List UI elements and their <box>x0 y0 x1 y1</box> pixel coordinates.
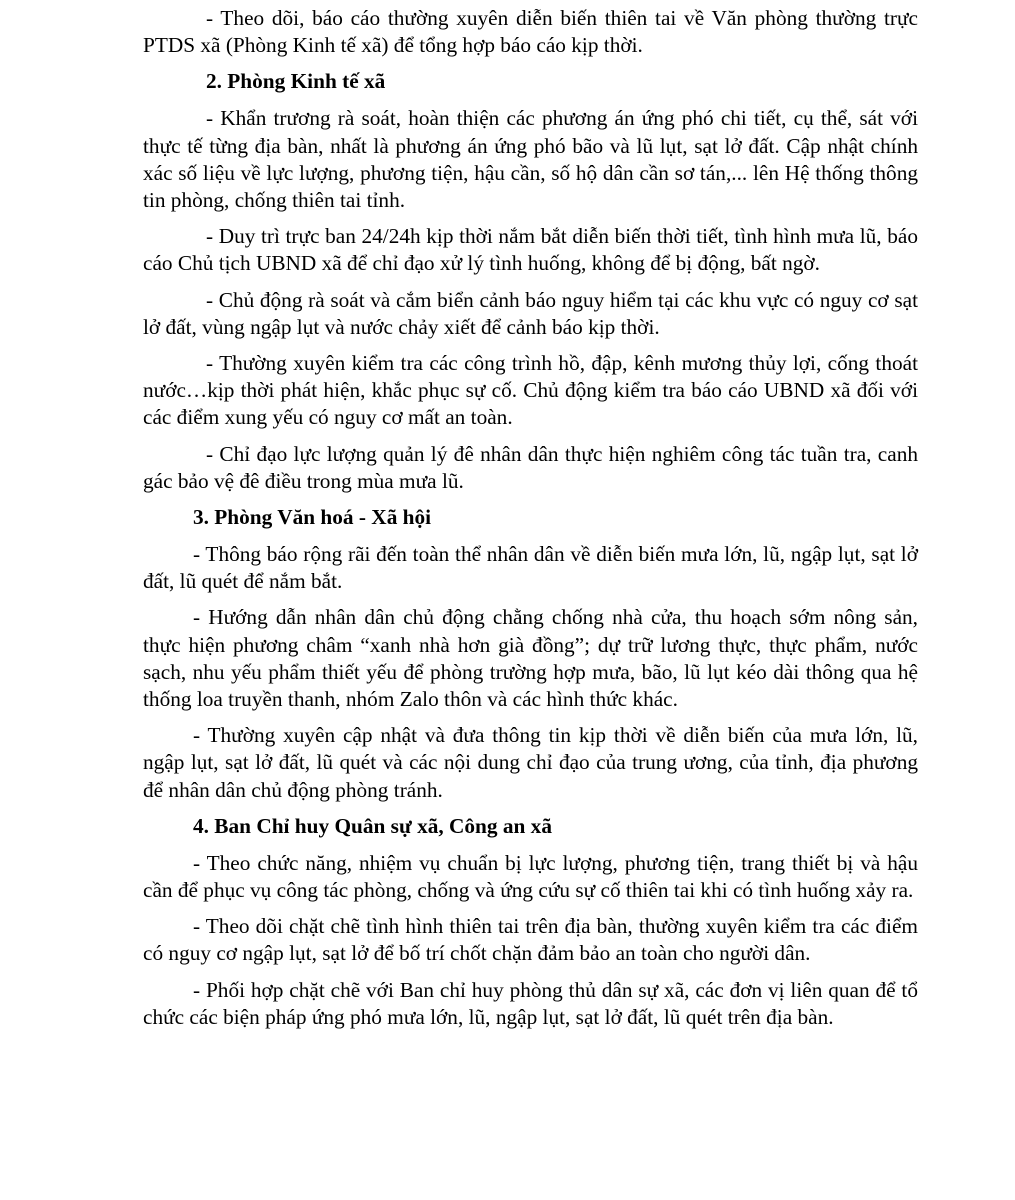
section-paragraph: - Duy trì trực ban 24/24h kịp thời nắm bắt diễn biến thời tiết, tình hình mưa lũ, báo cáo Chủ tịch UBND xã để chỉ đạo xử lý tình huống, không để bị động, bất ngờ. <box>143 224 918 276</box>
section-paragraph: - Thường xuyên cập nhật và đưa thông tin kịp thời về diễn biến của mưa lớn, lũ, ngập lụt, sạt lở đất, lũ quét và các nội dung chỉ đạo của trung ương, của tỉnh, địa phương để nhân dân chủ động phòng tránh. <box>143 723 918 802</box>
section-heading-phong-van-hoa: 3. Phòng Văn hoá - Xã hội <box>193 505 432 530</box>
section-heading-phong-kinh-te: 2. Phòng Kinh tế xã <box>206 69 386 94</box>
section-paragraph: - Hướng dẫn nhân dân chủ động chằng chống nhà cửa, thu hoạch sớm nông sản, thực hiện phương châm “xanh nhà hơn già đồng”; dự trữ lương thực, thực phẩm, nước sạch, nhu yếu phẩm thiết yếu để phòng trường hợp mưa, bão, lũ lụt kéo dài thông qua hệ thống loa truyền thanh, nhóm Zalo thôn và các hình thức khác. <box>143 605 918 712</box>
section-paragraph: - Theo dõi chặt chẽ tình hình thiên tai trên địa bàn, thường xuyên kiểm tra các điểm có nguy cơ ngập lụt, sạt lở để bố trí chốt chặn đảm bảo an toàn cho người dân. <box>143 914 918 966</box>
intro-paragraph: - Theo dõi, báo cáo thường xuyên diễn biến thiên tai về Văn phòng thường trực PTDS xã (Phòng Kinh tế xã) để tổng hợp báo cáo kịp thời. <box>143 6 918 58</box>
document-body <box>143 5 918 1040</box>
section-paragraph: - Thường xuyên kiểm tra các công trình hồ, đập, kênh mương thủy lợi, cống thoát nước…kịp thời phát hiện, khắc phục sự cố. Chủ động kiểm tra báo cáo UBND xã đối với các điểm xung yếu có nguy cơ mất an toàn. <box>143 351 918 430</box>
section-paragraph: - Chủ động rà soát và cắm biển cảnh báo nguy hiểm tại các khu vực có nguy cơ sạt lở đất, vùng ngập lụt và nước chảy xiết để cảnh báo kịp thời. <box>143 287 918 339</box>
section-heading-ban-chi-huy-quan-su: 4. Ban Chỉ huy Quân sự xã, Công an xã <box>193 813 552 838</box>
section-paragraph: - Phối hợp chặt chẽ với Ban chỉ huy phòng thủ dân sự xã, các đơn vị liên quan để tổ chức các biện pháp ứng phó mưa lớn, lũ, ngập lụt, sạt lở đất, lũ quét trên địa bàn. <box>143 977 918 1029</box>
section-paragraph: - Theo chức năng, nhiệm vụ chuẩn bị lực lượng, phương tiện, trang thiết bị và hậu cần để phục vụ công tác phòng, chống và ứng cứu sự cố thiên tai khi có tình huống xảy ra. <box>143 850 918 903</box>
section-paragraph: - Chỉ đạo lực lượng quản lý đê nhân dân thực hiện nghiêm công tác tuần tra, canh gác bảo vệ đê điều trong mùa mưa lũ. <box>143 441 918 493</box>
section-paragraph: - Khẩn trương rà soát, hoàn thiện các phương án ứng phó chi tiết, cụ thể, sát với thực tế từng địa bàn, nhất là phương án ứng phó bão và lũ lụt, sạt lở đất. Cập nhật chính xác số liệu về lực lượng, phương tiện, hậu cần, số hộ dân cần sơ tán,... lên Hệ thống thông tin phòng, chống thiên tai tỉnh. <box>143 106 918 213</box>
section-paragraph: - Thông báo rộng rãi đến toàn thể nhân dân về diễn biến mưa lớn, lũ, ngập lụt, sạt lở đất, lũ quét để nắm bắt. <box>143 542 918 594</box>
